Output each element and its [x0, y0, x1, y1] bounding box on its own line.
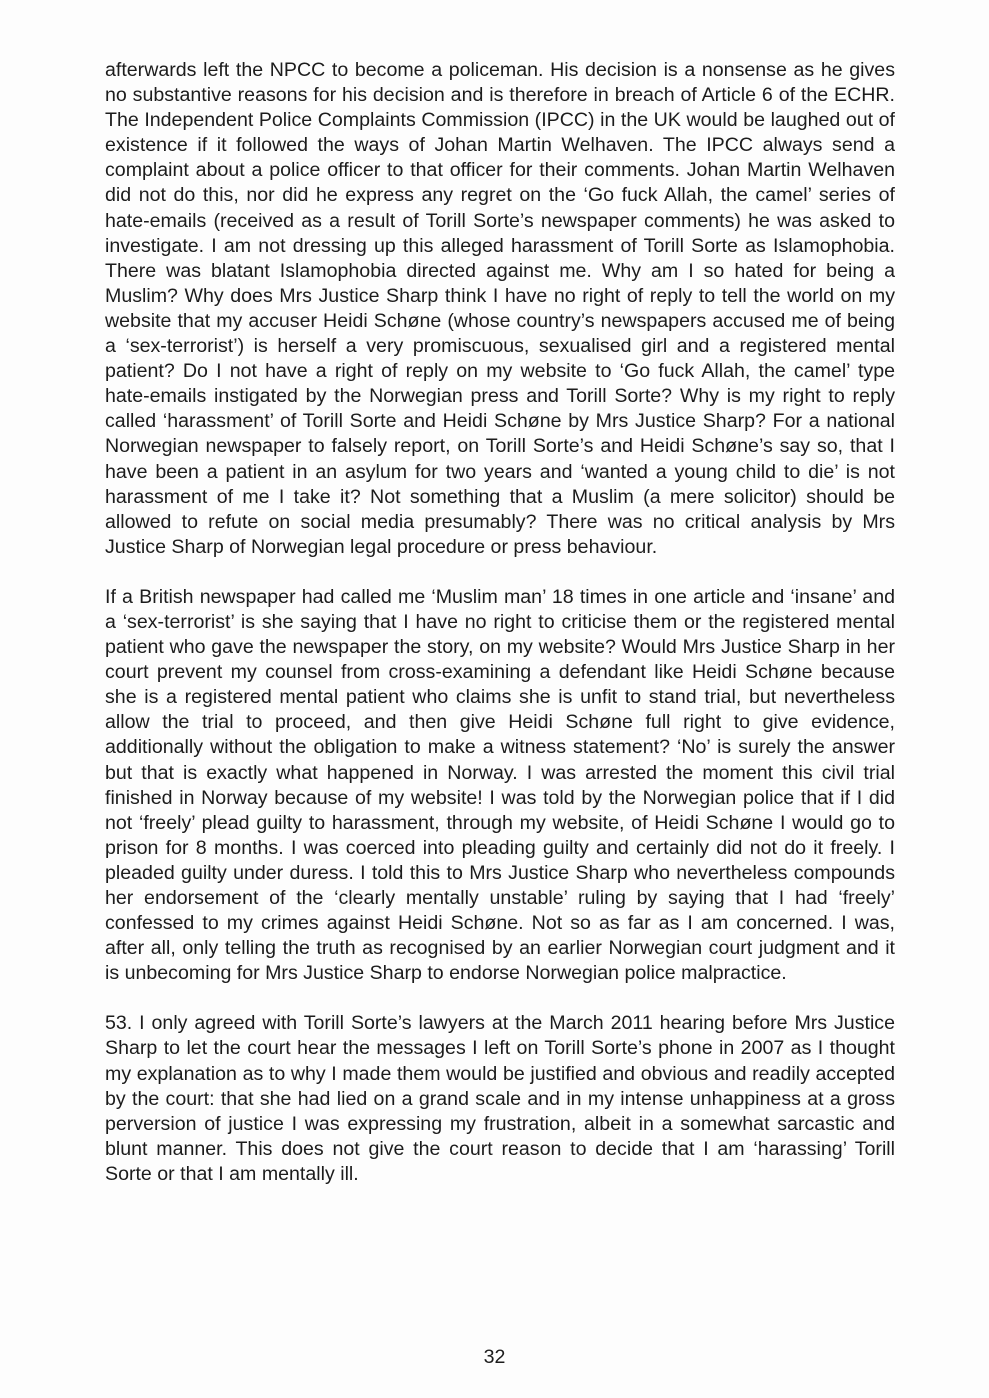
paragraph-53: 53. I only agreed with Torill Sorte’s lawyers at the March 2011 hearing before Mrs Justice Sharp to let the court hear the messages I left on Torill Sorte’s phone in 2007 as I thought my explanation as to why I made them would be justified and obvious and readily accepted by the court: that she had lied on a grand scale and in my intense unhappiness at a gross perversion of justice I was expressing my frustration, albeit in a somewhat sarcastic and blunt manner. This does not give the court reason to decide that I am ‘harassing’ Torill Sorte or that I am mentally ill. — [105, 1012, 895, 1185]
page-number: 32 — [483, 1346, 506, 1368]
document-body — [105, 58, 895, 1187]
paragraph-british-newspaper: If a British newspaper had called me ‘Muslim man’ 18 times in one article and ‘insane’ and a ‘sex-terrorist’ is she saying that I have no right to criticise them or the registered mental patient who gave the newspaper the story, on my website? Would Mrs Justice Sharp in her court prevent my counsel from cross-examining a defendant like Heidi Schøne because she is a registered mental patient who claims she is unfit to stand trial, but nevertheless allow the trial to proceed, and then give Heidi Schøne full right to give evidence, additionally without the obligation to make a witness statement? ‘No’ is surely the answer but that is exactly what happened in Norway. I was arrested the moment this civil trial finished in Norway because of my website! I was told by the Norwegian police that if I did not ‘freely’ plead guilty to harassment, through my website, of Heidi Schøne I would go to prison for 8 months. I was coerced into pleading guilty and certainly did not do it freely. I pleaded guilty under duress. I told this to Mrs Justice Sharp who nevertheless compounds her endorsement of the ‘clearly mentally unstable’ ruling by saying that I had ‘freely’ confessed to my crimes against Heidi Schøne. Not so as far as I am concerned. I was, after all, only telling the truth as recognised by an earlier Norwegian court judgment and it is unbecoming for Mrs Justice Sharp to endorse Norwegian police malpractice. — [105, 585, 895, 985]
paragraph-continuation: afterwards left the NPCC to become a policeman. His decision is a nonsense as he gives no substantive reasons for his decision and is therefore in breach of Article 6 of the ECHR. The Independent Police Complaints Commission (IPCC) in the UK would be laughed out of existence if it followed the ways of Johan Martin Welhaven. The IPCC always send a complaint about a police officer to that officer for their comments. Johan Martin Welhaven did not do this, nor did he express any regret on the ‘Go fuck Allah, the camel’ series of hate-emails (received as a result of Torill Sorte’s newspaper comments) he was asked to investigate. I am not dressing up this alleged harassment of Torill Sorte as Islamophobia. There was blatant Islamophobia directed against me. Why am I so hated for being a Muslim? Why does Mrs Justice Sharp think I have no right of reply to tell the world on my website that my accuser Heidi Schøne (whose country’s newspapers accused me of being a ‘sex-terrorist’) is herself a very promiscuous, sexualised girl and a registered mental patient? Do I not have a right of reply on my website to ‘Go fuck Allah, the camel’ type hate-emails instigated by the Norwegian press and Torill Sorte? Why is my right to reply called ‘harassment’ of Torill Sorte and Heidi Schøne by Mrs Justice Sharp? For a national Norwegian newspaper to falsely report, on Torill Sorte’s and Heidi Schøne’s say so, that I have been a patient in an asylum for two years and ‘wanted a young child to die’ is not harassment of me I take it? Not something that a Muslim (a mere solicitor) should be allowed to refute on social media presumably? There was no critical analysis by Mrs Justice Sharp of Norwegian legal procedure or press behaviour. — [105, 59, 895, 558]
